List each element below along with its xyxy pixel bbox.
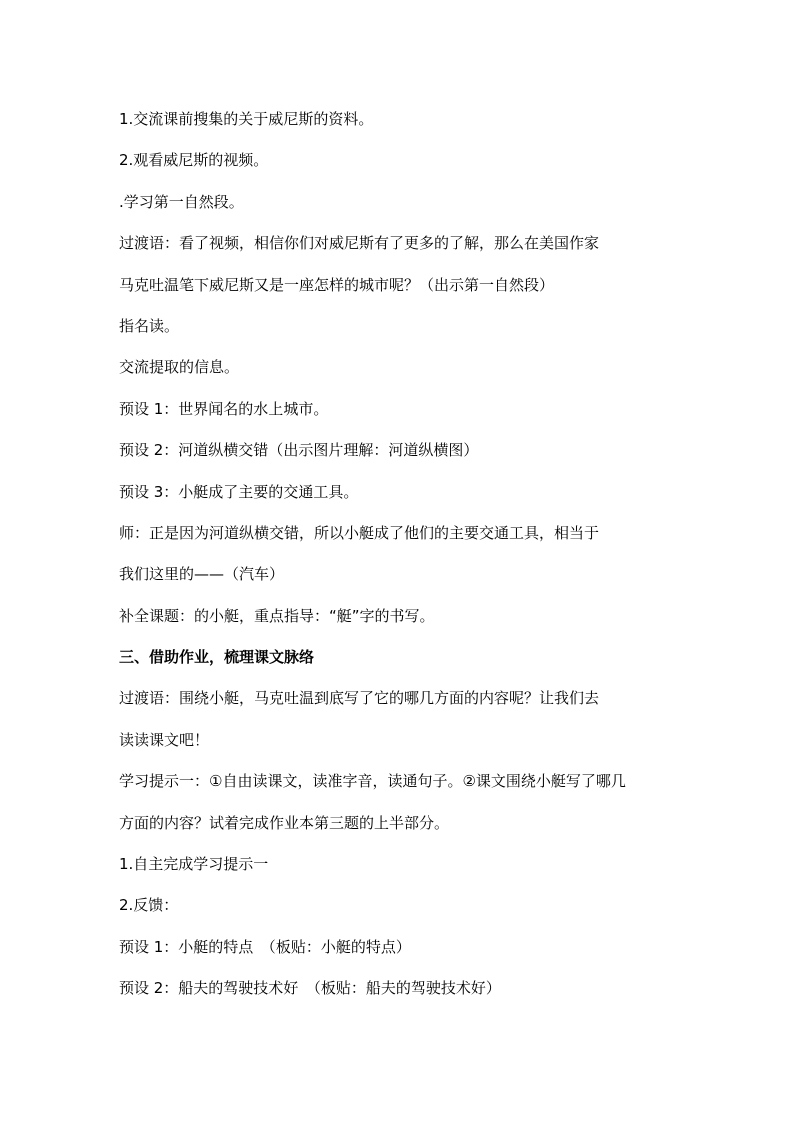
paragraph-line: 学习提示一：①自由读课文，读准字音，读通句子。②课文围绕小艇写了哪几 [119, 772, 626, 791]
paragraph-line: 2.反馈： [119, 896, 179, 915]
paragraph-line: 预设 1：小艇的特点 （板贴：小艇的特点） [119, 937, 411, 956]
paragraph-line: .学习第一自然段。 [119, 192, 244, 211]
paragraph-line: 预设 3：小艇成了主要的交通工具。 [119, 482, 359, 501]
paragraph-line: 过渡语：看了视频，相信你们对威尼斯有了更多的了解，那么在美国作家 [119, 234, 600, 253]
paragraph-line: 指名读。 [119, 316, 180, 335]
paragraph-line: 交流提取的信息。 [119, 358, 240, 377]
paragraph-line: 预设 2：船夫的驾驶技术好 （板贴：船夫的驾驶技术好） [119, 979, 501, 998]
document-body [119, 104, 679, 1015]
paragraph-line: 读读课文吧！ [119, 730, 210, 749]
paragraph-line: 师：正是因为河道纵横交错，所以小艇成了他们的主要交通工具，相当于 [119, 523, 600, 542]
section-heading: 三、借助作业，梳理课文脉络 [119, 648, 315, 667]
paragraph-line: 预设 1：世界闻名的水上城市。 [119, 399, 329, 418]
paragraph-line: 1.自主完成学习提示一 [119, 855, 269, 874]
paragraph-line: 方面的内容？试着完成作业本第三题的上半部分。 [119, 813, 450, 832]
paragraph-line: 补全课题：的小艇，重点指导：“艇”字的书写。 [119, 606, 435, 625]
paragraph-line: 预设 2：河道纵横交错（出示图片理解：河道纵横图） [119, 441, 479, 460]
paragraph-line: 1.交流课前搜集的关于威尼斯的资料。 [119, 110, 374, 128]
paragraph-line: 马克吐温笔下威尼斯又是一座怎样的城市呢？（出示第一自然段） [119, 275, 555, 294]
paragraph-line: 我们这里的——（汽车） [119, 565, 285, 584]
paragraph-line: 2.观看威尼斯的视频。 [119, 151, 269, 170]
paragraph-line: 过渡语：围绕小艇，马克吐温到底写了它的哪几方面的内容呢？让我们去 [119, 689, 600, 708]
